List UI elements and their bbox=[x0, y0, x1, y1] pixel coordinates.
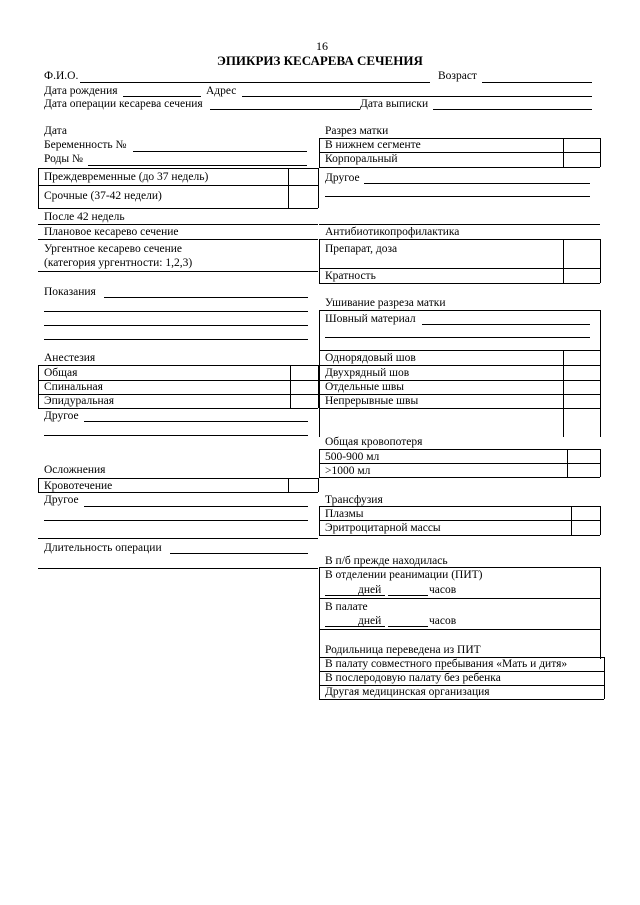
suture-material-label: Шовный материал bbox=[325, 313, 416, 325]
birth-date-field[interactable] bbox=[123, 96, 201, 97]
page-number: 16 bbox=[316, 39, 328, 53]
incision-other-field[interactable] bbox=[364, 183, 590, 184]
date-label: Дата bbox=[44, 125, 67, 137]
pregnancy-field[interactable] bbox=[133, 151, 307, 152]
fio-field[interactable] bbox=[80, 82, 430, 83]
birth-date-label: Дата рождения bbox=[44, 85, 118, 97]
pregnancy-label: Беременность № bbox=[44, 139, 127, 151]
duration-label: Длительность операции bbox=[44, 542, 162, 554]
births-field[interactable] bbox=[88, 165, 307, 166]
complications-other-field[interactable] bbox=[84, 506, 308, 507]
complications-label: Осложнения bbox=[44, 464, 106, 476]
indications-field[interactable] bbox=[104, 297, 308, 298]
suture-material-line[interactable] bbox=[325, 337, 590, 338]
anesthesia-other-line[interactable] bbox=[44, 435, 308, 436]
discharge-date-label: Дата выписки bbox=[360, 98, 429, 110]
age-field[interactable] bbox=[482, 82, 592, 83]
age-label: Возраст bbox=[438, 70, 477, 82]
planned-cs-row: Плановое кесарево сечение bbox=[44, 226, 179, 238]
page-title: ЭПИКРИЗ КЕСАРЕВА СЕЧЕНИЯ bbox=[217, 53, 423, 68]
anesthesia-epidural-row: Эпидуральная bbox=[44, 395, 114, 407]
mother-child-ward-row: В палату совместного пребывания «Мать и дитя» bbox=[325, 658, 568, 670]
anesthesia-spinal-row: Спинальная bbox=[44, 381, 103, 393]
blood-loss-label: Общая кровопотеря bbox=[325, 436, 423, 448]
suturing-label: Ушивание разреза матки bbox=[325, 297, 446, 309]
bleeding-row: Кровотечение bbox=[44, 480, 113, 492]
incision-other-label: Другое bbox=[325, 172, 360, 184]
ward-hours-field[interactable] bbox=[388, 626, 428, 627]
post-term-row: После 42 недель bbox=[44, 211, 125, 223]
anesthesia-label: Анестезия bbox=[44, 352, 96, 364]
erythro-row: Эритроцитарной массы bbox=[325, 522, 441, 534]
icu-row: В отделении реанимации (ПИТ) bbox=[325, 569, 483, 581]
other-organization-row: Другая медицинская организация bbox=[325, 686, 490, 698]
address-label: Адрес bbox=[206, 85, 237, 97]
antibiotics-label: Антибиотикопрофилактика bbox=[325, 226, 460, 238]
preterm-row: Преждевременные (до 37 недель) bbox=[44, 171, 209, 183]
anesthesia-other-field[interactable] bbox=[84, 421, 308, 422]
suture-material-field[interactable] bbox=[422, 324, 590, 325]
blood-loss-1000: >1000 мл bbox=[325, 465, 371, 477]
operation-date-field[interactable] bbox=[210, 109, 360, 110]
indications-line[interactable] bbox=[44, 311, 308, 312]
urgent-category: (категория ургентности: 1,2,3) bbox=[44, 257, 193, 269]
frequency-row: Кратность bbox=[325, 270, 376, 282]
drug-dose-row: Препарат, доза bbox=[325, 243, 398, 255]
anesthesia-other-label: Другое bbox=[44, 410, 79, 422]
fio-label: Ф.И.О. bbox=[44, 70, 79, 82]
operation-date-label: Дата операции кесарева сечения bbox=[44, 98, 203, 110]
ward-row: В палате bbox=[325, 601, 368, 613]
duration-field[interactable] bbox=[170, 553, 308, 554]
urgent-cs-row: Ургентное кесарево сечение bbox=[44, 243, 182, 255]
double-row-suture: Двухрядный шов bbox=[325, 367, 410, 379]
anesthesia-general-row: Общая bbox=[44, 367, 78, 379]
births-label: Роды № bbox=[44, 153, 83, 165]
discharge-date-field[interactable] bbox=[433, 109, 592, 110]
transfusion-label: Трансфузия bbox=[325, 494, 383, 506]
transferred-label: Родильница переведена из ПИТ bbox=[325, 644, 481, 656]
plasma-row: Плазмы bbox=[325, 508, 364, 520]
corporal-row: Корпоральный bbox=[325, 153, 398, 165]
postpartum-ward-row: В послеродовую палату без ребенка bbox=[325, 672, 501, 684]
complications-other-label: Другое bbox=[44, 494, 79, 506]
indications-label: Показания bbox=[44, 286, 96, 298]
stay-label: В п/б прежде находилась bbox=[325, 555, 448, 567]
icu-hours-field[interactable] bbox=[388, 595, 428, 596]
indications-line[interactable] bbox=[44, 325, 308, 326]
ward-days-label: дней bbox=[358, 615, 382, 627]
single-row-suture: Однорядовый шов bbox=[325, 352, 416, 364]
separate-sutures: Отдельные швы bbox=[325, 381, 404, 393]
term-row: Срочные (37-42 недели) bbox=[44, 190, 162, 202]
incision-other-line[interactable] bbox=[325, 196, 590, 197]
complications-other-line[interactable] bbox=[44, 520, 308, 521]
indications-line[interactable] bbox=[44, 339, 308, 340]
icu-days-label: дней bbox=[358, 584, 382, 596]
lower-segment-row: В нижнем сегменте bbox=[325, 139, 421, 151]
continuous-sutures: Непрерывные швы bbox=[325, 395, 419, 407]
blood-loss-500-900: 500-900 мл bbox=[325, 451, 380, 463]
incision-label: Разрез матки bbox=[325, 125, 389, 137]
ward-hours-label: часов bbox=[429, 615, 457, 627]
icu-hours-label: часов bbox=[429, 584, 457, 596]
address-field[interactable] bbox=[242, 96, 592, 97]
